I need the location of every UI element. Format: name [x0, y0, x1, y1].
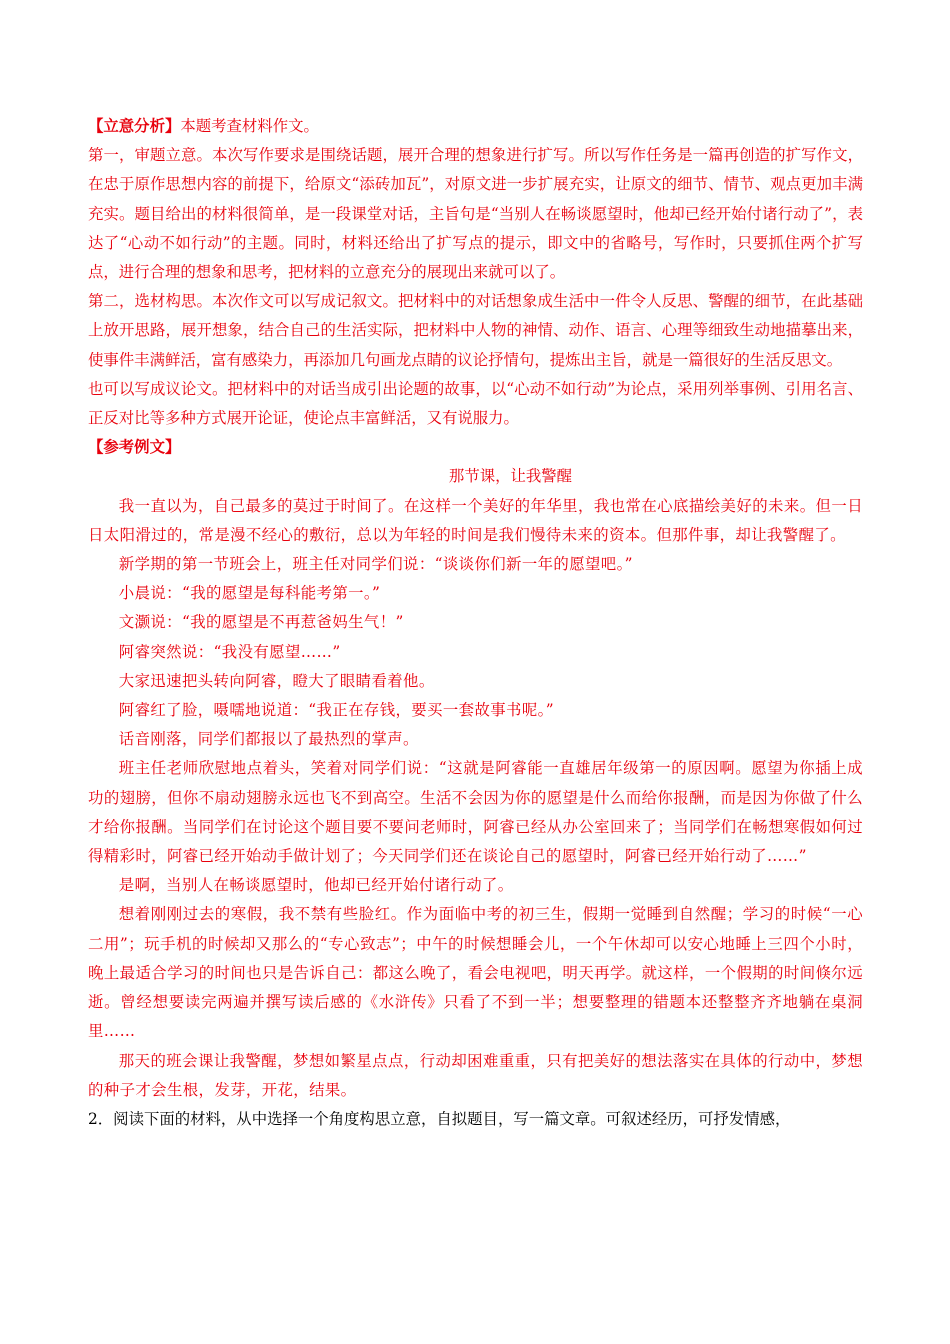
analysis-paragraph: 第一，审题立意。本次写作要求是围绕话题，展开合理的想象进行扩写。所以写作任务是一篇再创造的扩写作文，在忠于原作思想内容的前提下，给原文“添砖加瓦”，对原文进一步扩展充实，让原文的细节、情节、观点更加丰满充实。题目给出的材料很简单，是一段课堂对话，主旨句是“当别人在畅谈愿望时，他却已经开始付诸行动了”，表达了“心动不如行动”的主题。同时，材料还给出了扩写点的提示，即文中的省略号，写作时，只要抓住两个扩写点，进行合理的想象和思考，把材料的立意充分的展现出来就可以了。 — [88, 146, 863, 282]
essay-paragraph: 想着刚刚过去的寒假，我不禁有些脸红。作为面临中考的初三生，假期一觉睡到自然醒；学习的时候“一心二用”；玩手机的时候却又那么的“专心致志”；中午的时候想睡会儿，一个午休却可以安心地睡上三四个小时，晚上最适合学习的时间也只是告诉自己：都这么晚了，看会电视吧，明天再学。就这样，一个假期的时间倏尔远逝。曾经想要读完两遍并撰写读后感的《水浒传》只看了不到一半；想要整理的错题本还整整齐齐地躺在桌洞里…… — [88, 905, 863, 1041]
document-page — [88, 112, 863, 1134]
analysis-paragraph: 第二，选材构思。本次作文可以写成记叙文。把材料中的对话想象成生活中一件令人反思、警醒的细节，在此基础上放开思路，展开想象，结合自己的生活实际，把材料中人物的神情、动作、语言、心理等细致生动地描摹出来，使事件丰满鲜活，富有感染力，再添加几句画龙点睛的议论抒情句，提炼出主旨，就是一篇很好的生活反思文。 — [88, 292, 863, 369]
essay-paragraph: 大家迅速把头转向阿睿，瞪大了眼睛看着他。 — [118, 671, 435, 690]
reference-label: 【参考例文】 — [88, 438, 181, 457]
analysis-intro-text: 本题考查材料作文。 — [180, 117, 319, 135]
analysis-label: 【立意分析】 — [88, 117, 181, 135]
essay-paragraph: 班主任老师欣慰地点着头，笑着对同学们说：“这就是阿睿能一直雄居年级第一的原因啊。愿望为你插上成功的翅膀，但你不扇动翅膀永远也飞不到高空。生活不会因为你的愿望是什么而给你报酬，而是因为你做了什么才给你报酬。当同学们在讨论这个题目要不要问老师时，阿睿已经从办公室回来了；当同学们在畅想寒假如何过得精彩时，阿睿已经开始动手做计划了；今天同学们还在谈论自己的愿望时，阿睿已经开始行动了……” — [88, 759, 863, 866]
essay-paragraph: 是啊，当别人在畅谈愿望时，他却已经开始付诸行动了。 — [118, 876, 514, 895]
analysis-intro — [88, 112, 863, 141]
essay-paragraph: 新学期的第一节班会上，班主任对同学们说：“谈谈你们新一年的愿望吧。” — [118, 555, 633, 574]
essay-paragraph: 我一直以为，自己最多的莫过于时间了。在这样一个美好的年华里，我也常在心底描绘美好的未来。但一日日太阳滑过的，常是漫不经心的敷衍，总以为年轻的时间是我们慢待未来的资本。但那件事，却让我警醒了。 — [88, 496, 863, 544]
essay-paragraph: 话音刚落，同学们都报以了最热烈的掌声。 — [118, 730, 419, 749]
essay-title: 那节课，让我警醒 — [448, 467, 573, 486]
essay-paragraph: 文灏说：“我的愿望是不再惹爸妈生气！” — [118, 613, 404, 632]
essay-paragraph: 阿睿突然说：“我没有愿望……” — [118, 642, 341, 661]
question-2: 2．阅读下面的材料，从中选择一个角度构思立意，自拟题目，写一篇文章。可叙述经历，可抒发情感， — [88, 1109, 791, 1128]
essay-paragraph: 那天的班会课让我警醒，梦想如繁星点点，行动却困难重重，只有把美好的想法落实在具体的行动中，梦想的种子才会生根，发芽，开花，结果。 — [88, 1051, 863, 1099]
essay-paragraph: 小晨说：“我的愿望是每科能考第一。” — [118, 584, 381, 603]
reference-heading — [88, 433, 863, 462]
analysis-paragraph: 也可以写成议论文。把材料中的对话当成引出论题的故事，以“心动不如行动”为论点，采用列举事例、引用名言、正反对比等多种方式展开论证，使论点丰富鲜活，又有说服力。 — [88, 379, 863, 428]
essay-paragraph: 阿睿红了脸，嗫嚅地说道：“我正在存钱，要买一套故事书呢。” — [118, 701, 554, 720]
